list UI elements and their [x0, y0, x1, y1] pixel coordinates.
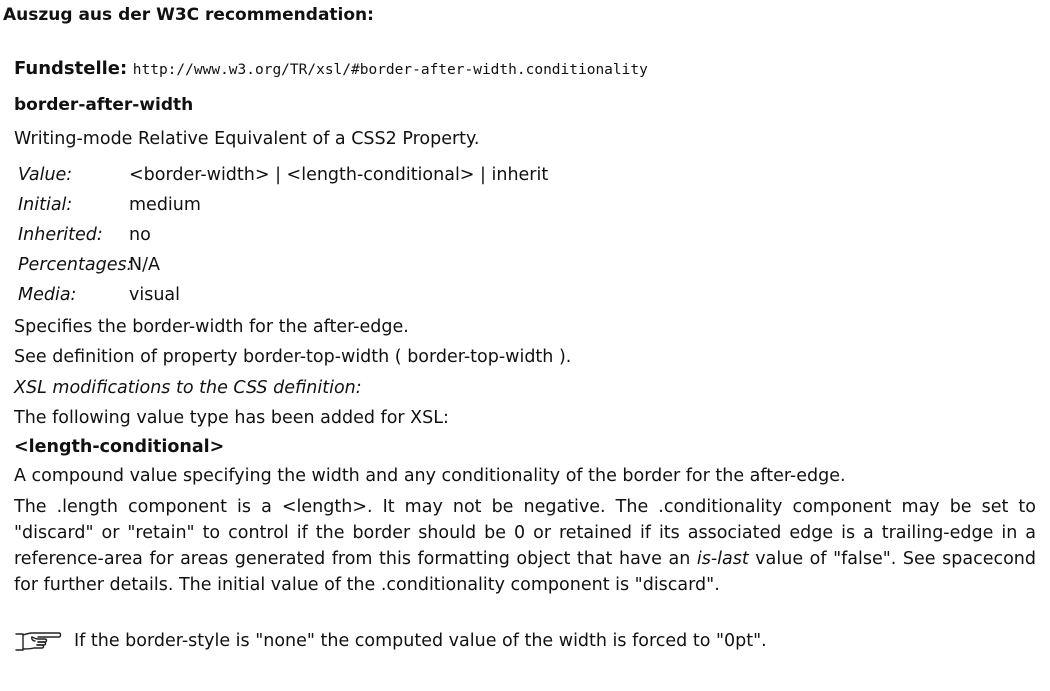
- property-row-value: [18, 163, 548, 193]
- property-value: <border-width> | <length-conditional> | inherit: [129, 165, 549, 185]
- property-description: Writing-mode Relative Equivalent of a CSS2 Property.: [14, 129, 480, 149]
- fundstelle-label: Fundstelle:: [14, 58, 128, 79]
- note-text: If the border-style is "none" the computed value of the width is forced to "0pt".: [74, 631, 767, 651]
- property-name: border-after-width: [14, 95, 194, 115]
- property-row-initial: [18, 193, 548, 223]
- property-key: Initial:: [18, 195, 73, 215]
- property-value: medium: [129, 195, 201, 215]
- specifies-text: Specifies the border-width for the after-edge.: [14, 317, 409, 337]
- pointing-hand-icon: [14, 630, 62, 652]
- xsl-modifications-heading: XSL modifications to the CSS definition:: [14, 378, 362, 398]
- paragraph-emphasis: is-last: [696, 549, 749, 569]
- fundstelle: [14, 58, 1036, 79]
- property-table: [18, 163, 548, 313]
- following-text: The following value type has been added for XSL:: [14, 408, 449, 428]
- paragraph-part2: value of "false". See spacecond for further details. The initial value of the .conditionality component is "discard".: [14, 549, 1036, 595]
- conditionality-paragraph: [14, 494, 1036, 598]
- property-row-inherited: [18, 223, 548, 253]
- value-type-heading: <length-conditional>: [14, 437, 225, 457]
- property-value: no: [129, 225, 151, 245]
- note: [14, 630, 767, 652]
- property-key: Inherited:: [18, 225, 103, 245]
- property-key: Value:: [18, 165, 73, 185]
- see-definition-text: See definition of property border-top-width ( border-top-width ).: [14, 347, 572, 367]
- property-value: N/A: [129, 255, 160, 275]
- property-value: visual: [129, 285, 181, 305]
- property-key: Percentages:: [18, 255, 133, 275]
- compound-text: A compound value specifying the width and any conditionality of the border for the after-edge.: [14, 466, 846, 486]
- page-heading: Auszug aus der W3C recommendation:: [3, 5, 374, 25]
- property-row-media: [18, 283, 548, 313]
- property-key: Media:: [18, 285, 77, 305]
- paragraph-part1: The .length component is a <length>. It may not be negative. The .conditionality component may be set to "discard" or "retain" to control if the border should be 0 or retained if its associated edge is a trailing-edge in a reference-area for areas generated from this formatting object that have an: [14, 497, 1036, 569]
- fundstelle-url[interactable]: http://www.w3.org/TR/xsl/#border-after-width.conditionality: [132, 62, 648, 78]
- property-row-percentages: [18, 253, 548, 283]
